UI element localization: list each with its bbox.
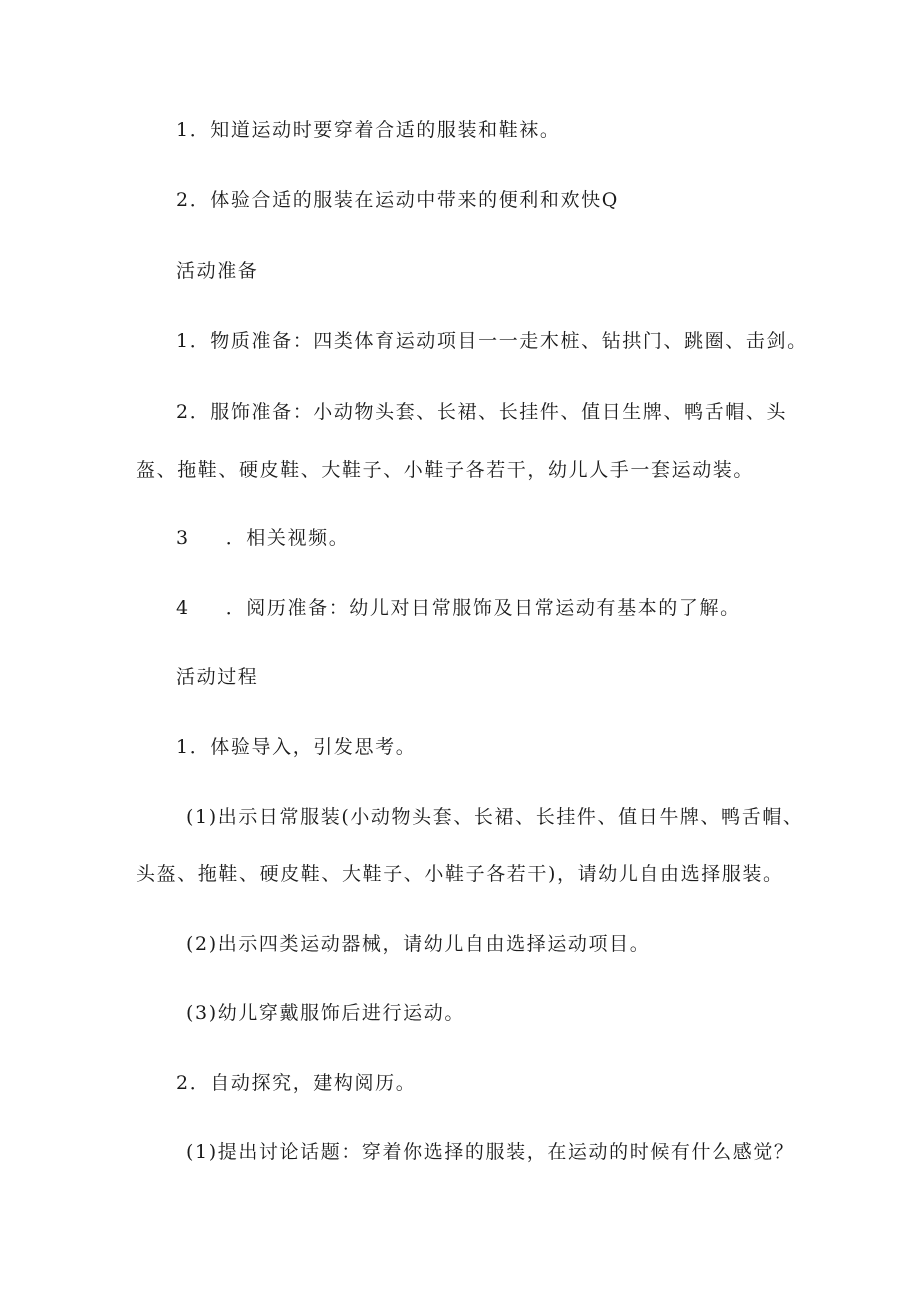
prep-item-2: 2．服饰准备：小动物头套、长裙、长挂件、值日生牌、鸭舌帽、头 (176, 401, 788, 423)
goal-1: 1．知道运动时要穿着合适的服装和鞋袜。 (176, 119, 561, 141)
section-heading-preparation: 活动准备 (176, 260, 259, 282)
process-step-2: 2．自动探究，建构阅历。 (176, 1072, 417, 1094)
process-step-1-sub-2: (2)出示四类运动器械，请幼儿自由选择运动项目。 (186, 933, 651, 955)
process-step-1-sub-1-continued: 头盔、拖鞋、硬皮鞋、大鞋子、小鞋子各若干)，请幼儿自由选择服装。 (136, 863, 784, 885)
process-step-1-sub-1: (1)出示日常服装(小动物头套、长裙、长挂件、值日牛牌、鸭舌帽、 (186, 806, 804, 828)
prep-item-2-continued: 盔、拖鞋、硬皮鞋、大鞋子、小鞋子各若干，幼儿人手一套运动装。 (136, 459, 755, 481)
prep-item-3 (176, 526, 349, 550)
prep-item-4-text: ．阅历准备：幼儿对日常服饰及日常运动有基本的了解。 (225, 597, 741, 619)
prep-item-3-text: ．相关视频。 (225, 527, 350, 549)
section-heading-process: 活动过程 (176, 666, 259, 688)
prep-item-1: 1．物质准备：四类体育运动项目一一走木桩、钻拱门、跳圈、击剑。 (176, 330, 808, 352)
prep-item-4-number: 4 (176, 597, 190, 619)
prep-item-3-number: 3 (176, 527, 190, 549)
process-step-1: 1．体验导入，引发思考。 (176, 736, 417, 758)
process-step-1-sub-3: (3)幼儿穿戴服饰后进行运动。 (186, 1002, 465, 1024)
prep-item-4 (176, 596, 741, 620)
goal-2: 2．体验合适的服装在运动中带来的便利和欢快Q (176, 189, 619, 211)
process-step-2-sub-1: (1)提出讨论话题：穿着你选择的服装，在运动的时候有什么感觉？ (186, 1141, 795, 1163)
